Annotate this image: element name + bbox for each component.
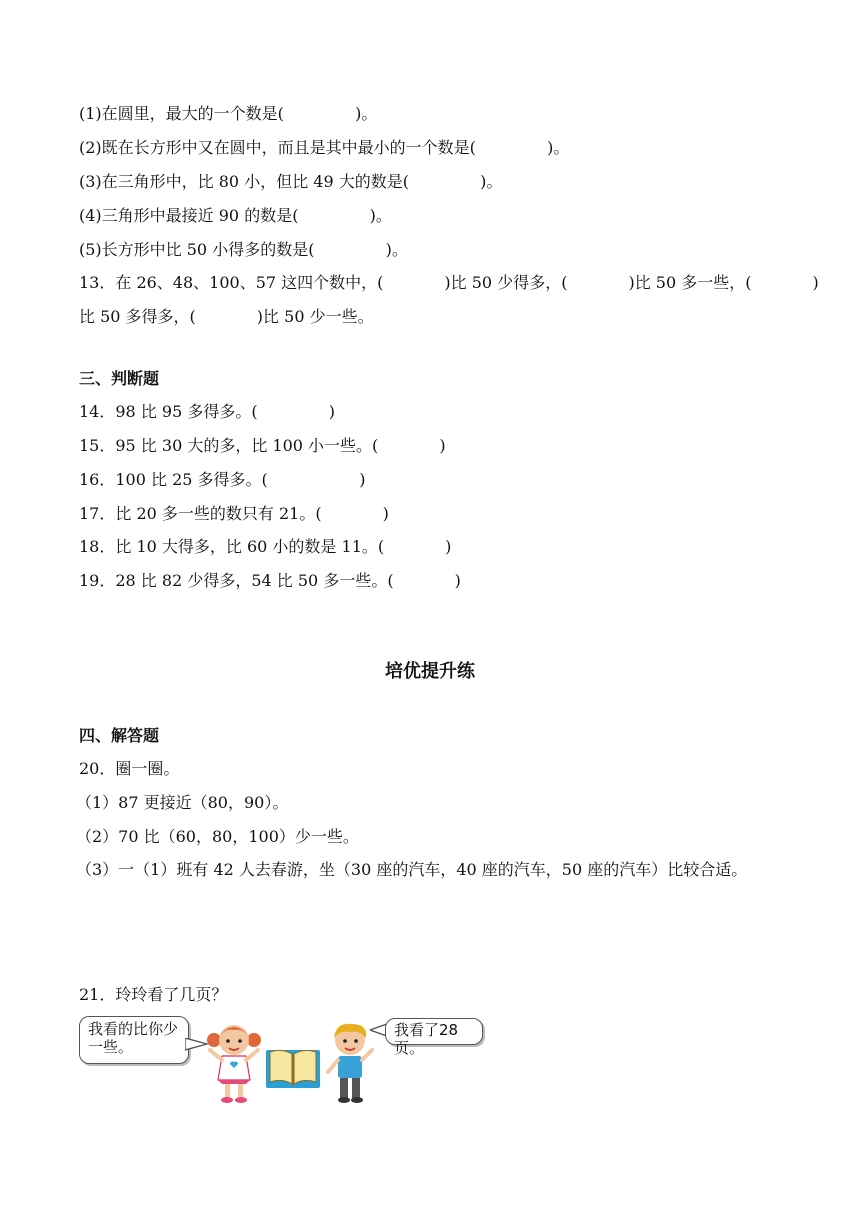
q12-part3: (3)在三角形中，比 80 小，但比 49 大的数是( )。 [79,172,503,191]
q20-part3: （3）一（1）班有 42 人去春游，坐（30 座的汽车，40 座的汽车，50 座的汽车）比较合适。 [76,860,748,879]
girl-speech-bubble: 我看的比你少一些。 [79,1016,189,1064]
book-icon [264,1046,322,1092]
q20-part2: （2）70 比（60，80，100）少一些。 [76,827,359,846]
section-answer-heading: 四、解答题 [79,726,160,745]
q20: 20．圈一圈。 [79,759,180,778]
page-title: 培优提升练 [385,661,475,682]
q12-part5: (5)长方形中比 50 小得多的数是( )。 [79,240,408,259]
q14: 14．98 比 95 多得多。( ) [79,402,336,421]
q13-line1: 13．在 26、48、100、57 这四个数中，( )比 50 少得多，( )比 50 多一些，( ) [79,273,819,292]
q13-line2: 比 50 多得多，( )比 50 少一些。 [79,307,374,326]
girl-illustration [206,1020,264,1104]
q18: 18．比 10 大得多，比 60 小的数是 11。( ) [79,537,452,556]
q16: 16．100 比 25 多得多。( ) [79,470,366,489]
boy-speech-bubble: 我看了28页。 [385,1018,483,1045]
q20-part1: （1）87 更接近（80，90）。 [76,793,289,812]
q21: 21．玲玲看了几页？ [79,985,228,1004]
q12-part4: (4)三角形中最接近 90 的数是( )。 [79,206,392,225]
q12-part2: (2)既在长方形中又在圆中，而且是其中最小的一个数是( )。 [79,138,570,157]
q15: 15．95 比 30 大的多，比 100 小一些。( ) [79,436,446,455]
q17: 17．比 20 多一些的数只有 21。( ) [79,504,389,523]
q19: 19．28 比 82 少得多，54 比 50 多一些。( ) [79,571,461,590]
q12-part1: (1)在圆里，最大的一个数是( )。 [79,104,378,123]
section-judgment-heading: 三、判断题 [79,369,160,388]
